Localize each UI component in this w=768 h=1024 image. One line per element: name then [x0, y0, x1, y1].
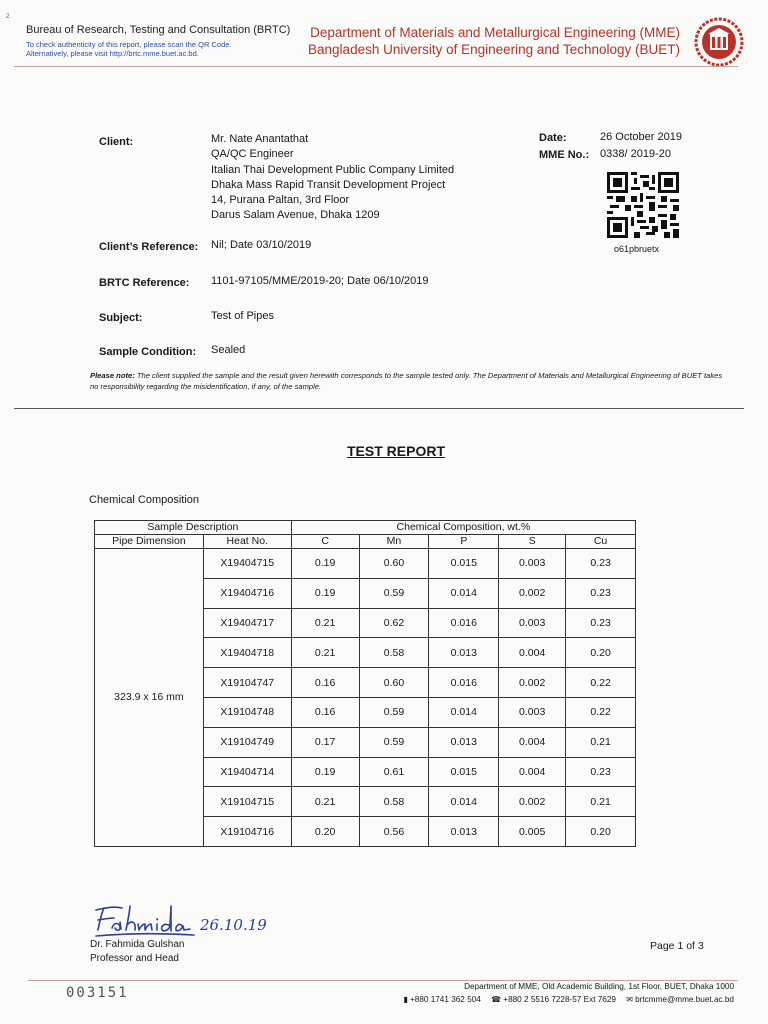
signatory [90, 938, 185, 966]
buet-seal-icon [694, 17, 744, 67]
value-cell-p: 0.014 [429, 787, 499, 817]
value-cell-mn: 0.59 [359, 578, 429, 608]
department-name: Department of Materials and Metallurgical Engineering (MME) [310, 25, 680, 40]
mobile-phone-icon: ▮ [403, 995, 408, 1004]
value-cell-s: 0.004 [499, 638, 566, 668]
value-cell-p: 0.013 [429, 727, 499, 757]
header-right [308, 24, 680, 58]
value-cell-c: 0.16 [291, 697, 359, 727]
value-cell-s: 0.003 [499, 549, 566, 579]
value-cell-cu: 0.21 [566, 787, 636, 817]
client-line: 14, Purana Paltan, 3rd Floor [211, 194, 350, 207]
client-address [211, 132, 454, 224]
please-note-text: The client supplied the sample and the result given herewith corresponds to the sample tested only. The Department of Materials and Metallurgical Engineering of BUET takes no responsibility regarding the misidentification, if any, of the sample. [90, 371, 723, 391]
signatory-name: Dr. Fahmida Gulshan [90, 939, 185, 950]
value-cell-mn: 0.62 [359, 608, 429, 638]
value-cell-c: 0.21 [291, 638, 359, 668]
value-cell-s: 0.002 [499, 578, 566, 608]
value-cell-mn: 0.58 [359, 638, 429, 668]
value-cell-mn: 0.56 [359, 817, 429, 847]
header-element: S [499, 535, 566, 549]
header-divider [14, 66, 738, 67]
heat-no-cell: X19404716 [203, 578, 291, 608]
value-cell-s: 0.004 [499, 757, 566, 787]
client-line: Darus Salam Avenue, Dhaka 1209 [211, 209, 380, 222]
value-cell-p: 0.015 [429, 549, 499, 579]
authenticity-note-line-1: To check authenticity of this report, please scan the QR Code. [26, 40, 232, 49]
sample-condition-value: Sealed [211, 344, 246, 356]
client-line: Italian Thai Development Public Company Limited [211, 163, 455, 176]
value-cell-mn: 0.59 [359, 697, 429, 727]
value-cell-p: 0.013 [429, 638, 499, 668]
please-note [90, 370, 730, 392]
footer-divider [28, 980, 738, 981]
heat-no-cell: X19404714 [203, 757, 291, 787]
date-label: Date: [539, 132, 567, 144]
value-cell-p: 0.015 [429, 757, 499, 787]
value-cell-cu: 0.22 [566, 697, 636, 727]
footer-phone: +880 2 5516 7228-57 Ext 7629 [503, 995, 616, 1004]
client-line: QA/QC Engineer [211, 148, 294, 161]
value-cell-s: 0.002 [499, 668, 566, 698]
chemical-composition-table [94, 520, 636, 847]
please-note-label: Please note: [90, 371, 135, 380]
value-cell-p: 0.014 [429, 578, 499, 608]
university-name: Bangladesh University of Engineering and Technology (BUET) [308, 42, 680, 57]
subject-label: Subject: [99, 312, 143, 324]
client-reference-value: Nil; Date 03/10/2019 [211, 239, 312, 251]
qr-code-icon [607, 172, 679, 238]
value-cell-mn: 0.60 [359, 668, 429, 698]
client-reference-label: Client’s Reference: [99, 241, 199, 253]
value-cell-p: 0.016 [429, 608, 499, 638]
header-element: P [429, 535, 499, 549]
heat-no-cell: X19104749 [203, 727, 291, 757]
qr-caption: o61pbruetx [614, 244, 660, 254]
table-row [95, 549, 636, 579]
client-line: Dhaka Mass Rapid Transit Development Project [211, 178, 446, 191]
footer-contacts [395, 994, 734, 1004]
mme-no-label: MME No.: [539, 149, 590, 161]
value-cell-cu: 0.23 [566, 608, 636, 638]
value-cell-c: 0.19 [291, 549, 359, 579]
brtc-reference-label: BRTC Reference: [99, 277, 190, 289]
brtc-org-name: Bureau of Research, Testing and Consultation (BRTC) [26, 24, 291, 36]
heat-no-cell: X19104716 [203, 817, 291, 847]
client-line: Mr. Nate Anantathat [211, 133, 309, 145]
value-cell-cu: 0.20 [566, 817, 636, 847]
value-cell-c: 0.21 [291, 608, 359, 638]
handwritten-signature [90, 900, 290, 940]
value-cell-cu: 0.23 [566, 549, 636, 579]
margin-mark: 2 [6, 14, 10, 20]
value-cell-cu: 0.23 [566, 578, 636, 608]
value-cell-mn: 0.60 [359, 549, 429, 579]
mme-no-value: 0338/ 2019-20 [600, 148, 671, 160]
header-element: Mn [359, 535, 429, 549]
value-cell-s: 0.003 [499, 697, 566, 727]
date-value: 26 October 2019 [600, 131, 682, 143]
value-cell-s: 0.005 [499, 817, 566, 847]
footer-email: brtcmme@mme.buet.ac.bd [635, 995, 734, 1004]
value-cell-c: 0.21 [291, 787, 359, 817]
value-cell-s: 0.002 [499, 787, 566, 817]
header-element: C [291, 535, 359, 549]
authenticity-note-line-2: Alternatively, please visit http://brtc.mme.buet.ac.bd. [26, 49, 199, 58]
report-title: TEST REPORT [346, 443, 445, 459]
heat-no-cell: X19404718 [203, 638, 291, 668]
value-cell-s: 0.004 [499, 727, 566, 757]
header-sample-description: Sample Description [95, 521, 292, 535]
header-element: Cu [566, 535, 636, 549]
value-cell-c: 0.19 [291, 578, 359, 608]
value-cell-cu: 0.20 [566, 638, 636, 668]
section-title: Chemical Composition [89, 494, 200, 506]
telephone-icon: ☎ [491, 995, 502, 1004]
footer-mobile: +880 1741 362 504 [409, 995, 481, 1004]
value-cell-p: 0.014 [429, 697, 499, 727]
serial-number: 003151 [66, 985, 129, 1001]
svg-text:26.10.19: 26.10.19 [200, 916, 267, 934]
pipe-dimension-cell: 323.9 x 16 mm [95, 549, 204, 847]
value-cell-p: 0.013 [429, 817, 499, 847]
sample-condition-label: Sample Condition: [99, 346, 197, 358]
heat-no-cell: X19104748 [203, 697, 291, 727]
value-cell-cu: 0.21 [566, 727, 636, 757]
heat-no-cell: X19404717 [203, 608, 291, 638]
value-cell-cu: 0.22 [566, 668, 636, 698]
subject-value: Test of Pipes [211, 310, 274, 322]
signatory-title: Professor and Head [90, 953, 179, 964]
envelope-icon: ✉ [626, 995, 634, 1004]
client-label: Client: [99, 136, 134, 148]
value-cell-mn: 0.61 [359, 757, 429, 787]
value-cell-s: 0.003 [499, 608, 566, 638]
heat-no-cell: X19404715 [203, 549, 291, 579]
section-divider [14, 408, 744, 409]
header-left [26, 24, 290, 58]
value-cell-c: 0.20 [291, 817, 359, 847]
heat-no-cell: X19104715 [203, 787, 291, 817]
header-pipe-dimension: Pipe Dimension [95, 535, 204, 549]
value-cell-cu: 0.23 [566, 757, 636, 787]
footer-address: Department of MME, Old Academic Building, 1st Floor, BUET, Dhaka 1000 [464, 982, 734, 991]
page-number: Page 1 of 3 [650, 940, 704, 952]
value-cell-p: 0.016 [429, 668, 499, 698]
header-chemical-composition: Chemical Composition, wt.% [291, 521, 635, 535]
heat-no-cell: X19104747 [203, 668, 291, 698]
value-cell-c: 0.16 [291, 668, 359, 698]
value-cell-c: 0.19 [291, 757, 359, 787]
brtc-reference-value: 1101-97105/MME/2019-20; Date 06/10/2019 [211, 275, 429, 287]
value-cell-mn: 0.58 [359, 787, 429, 817]
value-cell-mn: 0.59 [359, 727, 429, 757]
value-cell-c: 0.17 [291, 727, 359, 757]
header-heat-no: Heat No. [203, 535, 291, 549]
